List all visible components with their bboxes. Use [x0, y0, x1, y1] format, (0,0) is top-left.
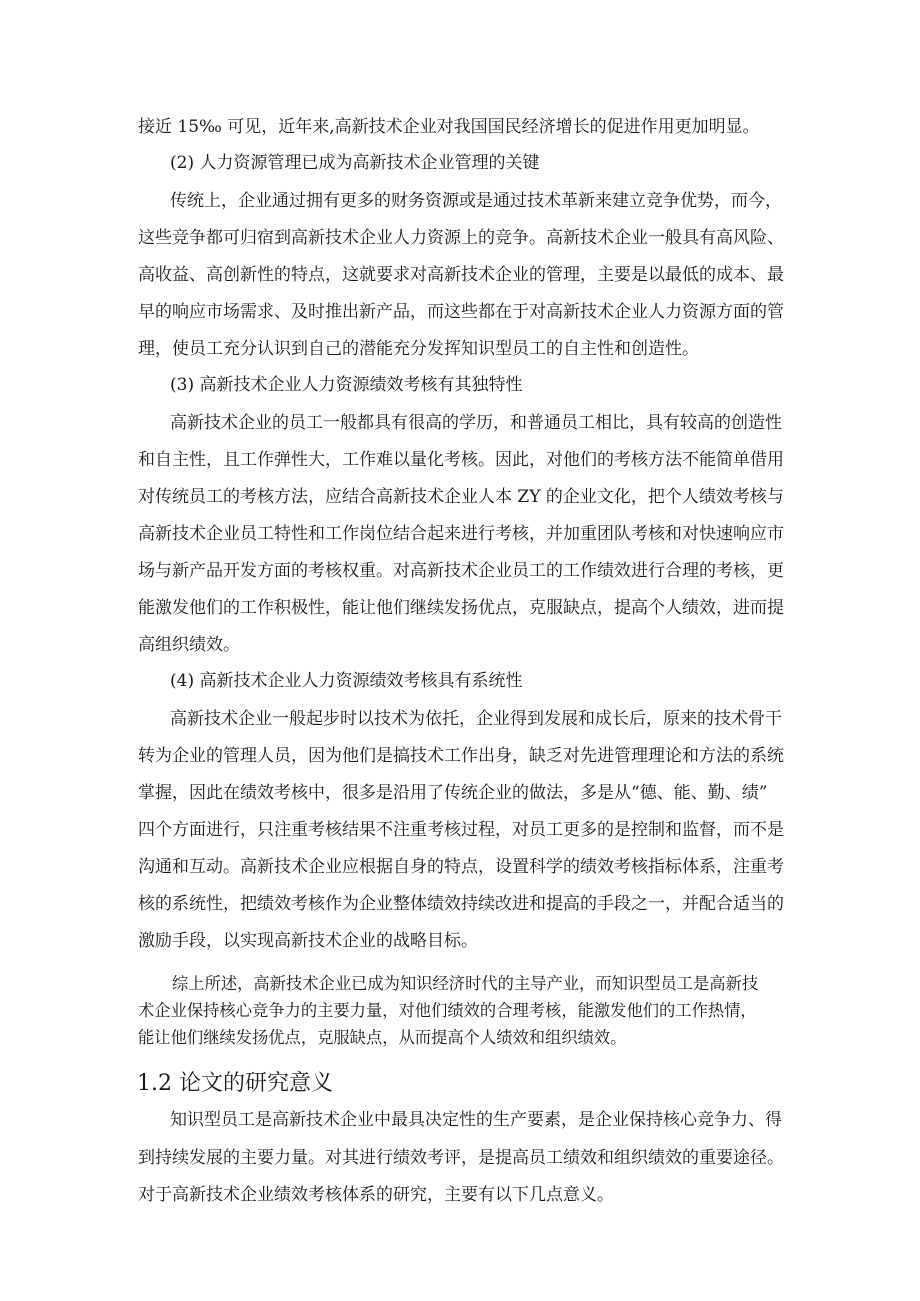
- section-heading: 1.2 论文的研究意义: [137, 1071, 333, 1096]
- body-line: 转为企业的管理人员，因为他们是搞技术工作出身，缺乏对先进管理理论和方法的系统: [138, 746, 784, 766]
- body-line: 四个方面进行，只注重考核结果不注重考核过程，对员工更多的是控制和监督，而不是: [138, 820, 784, 840]
- body-line: 能激发他们的工作积极性，能让他们继续发扬优点，克服缺点，提高个人绩效，进而提: [138, 598, 784, 618]
- body-line: 和自主性，且工作弹性大，工作难以量化考核。因此，对他们的考核方法不能简单借用: [138, 450, 784, 470]
- body-line: 掌握，因此在绩效考核中，很多是沿用了传统企业的做法，多是从“德、能、勤、绩”: [138, 783, 768, 803]
- body-line: 对于高新技术企业绩效考核体系的研究，主要有以下几点意义。: [138, 1185, 614, 1205]
- body-line: 高收益、高创新性的特点，这就要求对高新技术企业的管理，主要是以最低的成本、最: [138, 265, 784, 285]
- subheading-4: (4) 高新技术企业人力资源绩效考核具有系统性: [170, 671, 523, 691]
- body-line: 传统上，企业通过拥有更多的财务资源或是通过技术革新来建立竞争优势，而今，: [170, 191, 782, 211]
- body-line: 知识型员工是高新技术企业中最具决定性的生产要素，是企业保持核心竞争力、得: [170, 1110, 782, 1130]
- body-line: 这些竞争都可归宿到高新技术企业人力资源上的竞争。高新技术企业一般具有高风险、: [138, 228, 784, 248]
- body-line: 场与新产品开发方面的考核权重。对高新技术企业员工的工作绩效进行合理的考核，更: [138, 561, 784, 581]
- body-line: 对传统员工的考核方法，应结合高新技术企业人本 ZY 的企业文化，把个人绩效考核与: [138, 487, 784, 507]
- body-line: 高新技术企业的员工一般都具有很高的学历，和普通员工相比，具有较高的创造性: [170, 413, 782, 433]
- body-line: 核的系统性，把绩效考核作为企业整体绩效持续改进和提高的手段之一，并配合适当的: [138, 894, 784, 914]
- body-line: 沟通和互动。高新技术企业应根据自身的特点，设置科学的绩效考核指标体系，注重考: [138, 857, 784, 877]
- summary-line: 术企业保持核心竞争力的主要力量，对他们绩效的合理考核，能激发他们的工作热情，: [138, 1001, 757, 1020]
- body-line: 高组织绩效。: [138, 635, 240, 655]
- subheading-2: (2) 人力资源管理已成为高新技术企业管理的关键: [170, 153, 540, 173]
- summary-line: 能让他们继续发扬优点，克服缺点，从而提高个人绩效和组织绩效。: [138, 1028, 627, 1047]
- body-line: 理，使员工充分认识到自己的潜能充分发挥知识型员工的自主性和创造性。: [138, 339, 699, 359]
- body-line: 高新技术企业一般起步时以技术为依托，企业得到发展和成长后，原来的技术骨干: [170, 709, 782, 729]
- body-line: 激励手段，以实现高新技术企业的战略目标。: [138, 931, 478, 951]
- body-line: 早的响应市场需求、及时推出新产品，而这些都在于对高新技术企业人力资源方面的管: [138, 302, 784, 322]
- subheading-3: (3) 高新技术企业人力资源绩效考核有其独特性: [170, 375, 523, 395]
- body-line: 到持续发展的主要力量。对其进行绩效考评，是提高员工绩效和组织绩效的重要途径。: [138, 1148, 784, 1168]
- body-line: 接近 15‰ 可见，近年来,高新技术企业对我国国民经济增长的促进作用更加明显。: [138, 117, 760, 137]
- summary-line: 综上所述，高新技术企业已成为知识经济时代的主导产业，而知识型员工是高新技: [172, 974, 759, 993]
- body-line: 高新技术企业员工特性和工作岗位结合起来进行考核，并加重团队考核和对快速响应市: [138, 524, 784, 544]
